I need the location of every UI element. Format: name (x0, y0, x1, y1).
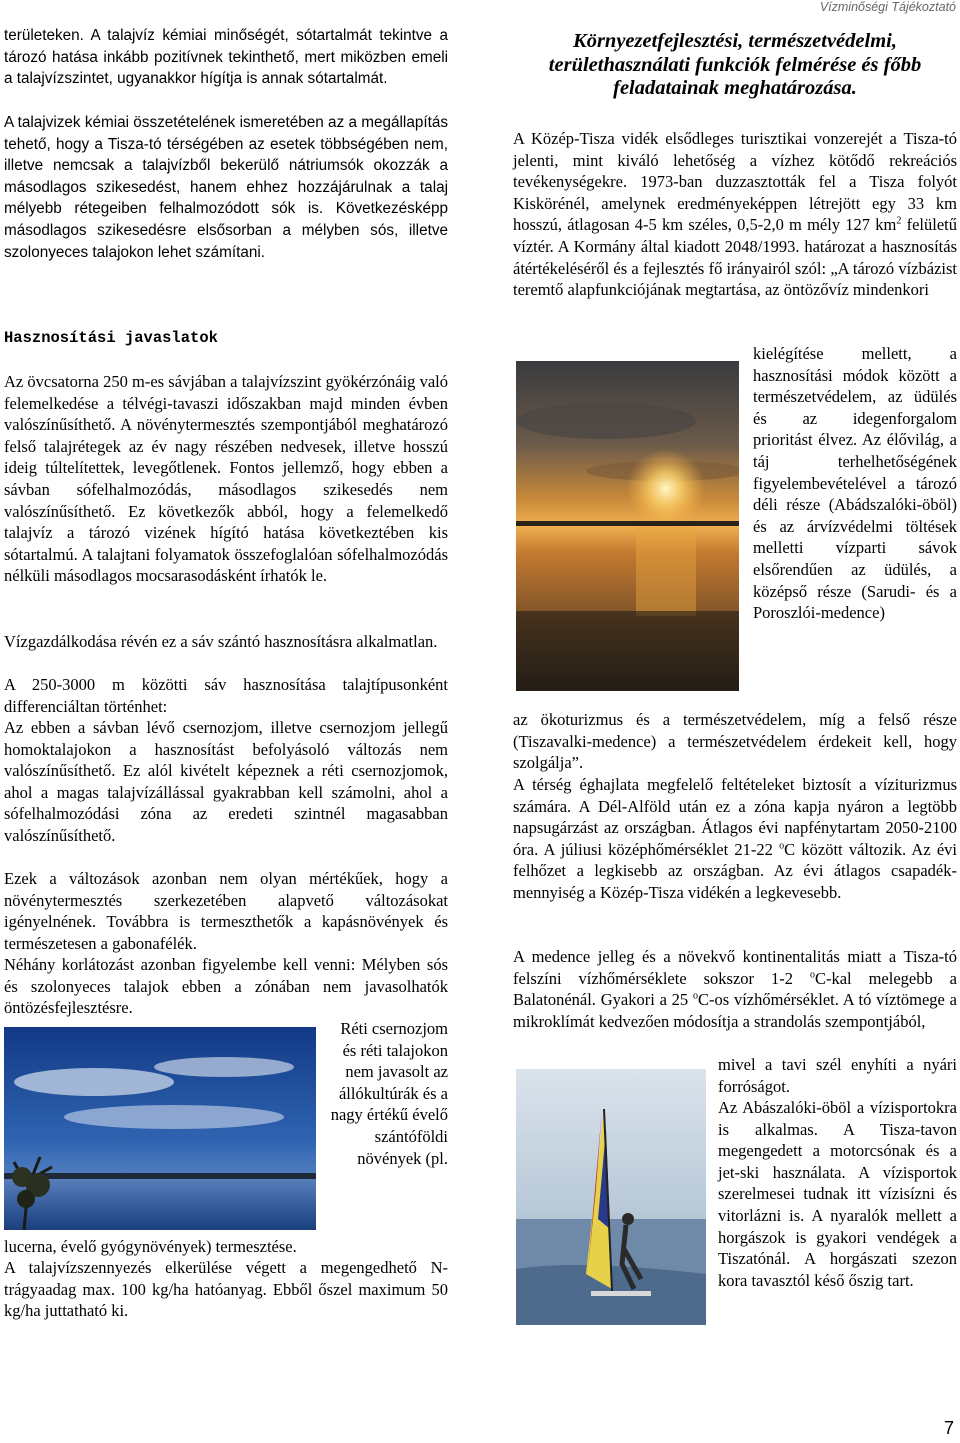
page-number: 7 (943, 1418, 954, 1438)
windsurf-photo (516, 1069, 706, 1325)
trees-photo (4, 1027, 316, 1230)
paragraph: A térség éghajlata megfelelő feltételeket biztosít a víziturizmus számára. A Dél-Alföld után ez a zóna kapja nyáron a legtöbb napsugárzást az országban. Átlagos évi napfénytartam 2050-2100 óra. A júliusi középhőmérséklet 21-22 $^o$C között változik. Az évi felhőzet a legkisebb az országban. Az évi átlagos csapadék-mennyiség a Közép-Tisza vidékén a legkevesebb. (513, 775, 958, 902)
paragraph: Ezek a változások azonban nem olyan mértékűek, hogy a növénytermesztés szerkezetében alapvető változásokat igényelnének. Továbbra is termeszthetők a kapásnövények és természetesen a gabonafélék. (4, 869, 448, 953)
paragraph: A talajvizek kémiai összetételének ismeretében az a megállapítás tehető, hogy a Tisza-tó térségében az esetek többségében nem, illetve nemcsak a talajvízből bekerülő nátriumsók okozzák a másodlagos szikesedést, hanem ehhez hozzájárulnak a talaj mélyebb rétegeiben felhalmozódott sók is. Következésképp másodlagos szikesedésre elsősorban a mélyben sós, illetve szolonyeces talajokon lehet számítani. (4, 114, 448, 261)
section-title: Környezetfejlesztési, természetvédelmi, területhasználati funkciók felmérése és főbb feladatainak meghatározása. (548, 30, 922, 99)
running-header: Vízminőségi Tájékoztató (819, 0, 956, 14)
paragraph: lucerna, évelő gyógynövények) termesztése. (4, 1237, 297, 1256)
paragraph: az ökoturizmus és a természetvédelem, míg a felső része (Tiszavalki-medence) a természetvédelem érdekeit kell, hogy szolgálja”. (513, 710, 957, 773)
section-heading: Hasznosítási javaslatok (4, 329, 218, 347)
image-caption-text: Réti csernozjom és réti talajokon nem javasolt az állókultúrák és a nagy értékű évelő szántóföldi növények (pl. (330, 1019, 448, 1168)
paragraph: Az ebben a sávban lévő csernozjom, illetve csernozjom jellegű homoktalajokon a hasznosítást befolyásoló változás nem valószínűsíthető. Ez alól kivételt képeznek a réti csernozjomok, ahol a magas talajvízállással gyakrabban kell számolni, ahol a sófelhalmozódási zóna az eredeti szintnél magasabban valószínűsíthető. (4, 718, 448, 845)
paragraph: területeken. A talajvíz kémiai minőségét, sótartalmát tekintve a tározó hatása inkább pozitívnek tekinthető, mert miközben emeli a talajvízszintet, ugyanakkor hígítja is annak sótartalmát. (4, 27, 448, 88)
paragraph: Az övcsatorna 250 m-es sávjában a talajvízszint gyökérzónáig való felemelkedése a télvégi-tavaszi időszakban majd minden évben valószínűsíthető. A növénytermesztés szempontjából meghatározó felső talajrétegek az év nagy részében nedvesek, illetve hosszú ideig túltelítettek, levegőtlenek. Fontos jellemző, hogy ebben a sávban sófelhalmozódás, másodlagos szikesedés nem valószínűsíthető. Ez következők abból, hogy a felemelkedő talajvíz a tározó vizének hígító hatása következtében kis sótartalmú. A talajtani folyamatok összefoglalóan sófelhalmozódás nélküli másodlagos mocsarasodásként írhatók le. (4, 372, 448, 586)
paragraph: A talajvízszennyezés elkerülése végett a megengedhető N-trágyaadag max. 100 kg/ha hatóanyag. Ebből őszel maximum 50 kg/ha juttatható ki. (4, 1258, 448, 1321)
paragraph: kielégítése mellett, a hasznosítási módok között a természetvédelem, az üdülés és az idegenforgalom prioritást élvez. Az élővilág, a táj terhelhetőségének figyelembevételével a tározó déli része (Abádszalóki-öböl) és az árvízvédelmi töltések melletti vízparti sávok elsőrendűen az üdülés, a középső része (Sarudi- és a Poroszlói-medence) (753, 344, 957, 623)
paragraph: Néhány korlátozást azonban figyelembe kell venni: Mélyben sós és szolonyeces talajok ebben a zónában nem javasolhatók öntözésfejlesztésre. (4, 955, 448, 1018)
paragraph: Vízgazdálkodása révén ez a sáv szántó hasznosításra alkalmatlan. (4, 632, 438, 651)
paragraph: A 250-3000 m közötti sáv hasznosítása talajtípusonként differenciáltan történhet: (4, 675, 448, 716)
sunset-photo (516, 361, 739, 691)
paragraph: mivel a tavi szél enyhíti a nyári forróságot. (718, 1055, 957, 1096)
paragraph: A Közép-Tisza vidék elsődleges turisztikai vonzerejét a Tisza-tó jelenti, mint kiváló lehetőség a vízhez kötődő rekreációs tevékenységekre. 1973-ban duzzasztották fel a Tisza folyót Kiskörénél, amelynek eredményeképpen létrejött egy 33 km hosszú, átlagosan 4-5 km széles, 0,5-2,0 m mély 127 $km^2$ felületű víztér. A Kormány által kiadott 2048/1993. határozat a hasznosítás átértékeléséről és a fejlesztés fő irányairól szól: „A tározó vízbázist teremtő alapfunkciójának megtartása, az öntözővíz mindenkori (513, 129, 958, 300)
paragraph: Az Abászalóki-öböl a vízisportokra is alkalmas. A Tisza-tavon megengedett a motorcsónak és a jet-ski használata. A vízisportok szerelmesei tudnak itt vízisízni és vitorlázni is. A nyaralók mellett a horgászok is gyakori vendégek a Tiszatónál. A horgászati szezon kora tavasztól késő őszig tart. (718, 1098, 957, 1290)
paragraph: A medence jelleg és a növekvő kontinentalitás miatt a Tisza-tó felszíni vízhőmérséklete sokszor 1-2 $^o$C-kal melegebb a Balatonénál. Gyakori a 25 $^o$C-os vízhőmérséklet. A tó víztömege a mikroklímát kedvezően módosítja a strandolás szempontjából, (513, 947, 958, 1031)
